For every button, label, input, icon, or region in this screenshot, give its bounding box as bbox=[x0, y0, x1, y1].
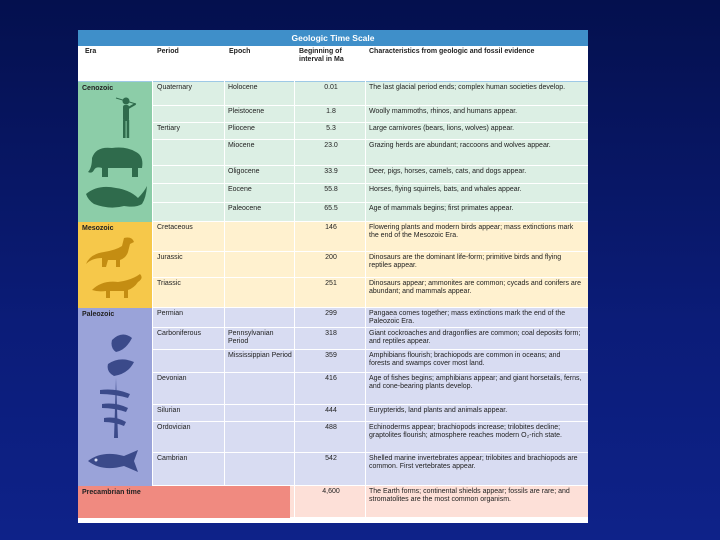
header-beginning: Beginning of interval in Ma bbox=[299, 48, 344, 64]
characteristics-cell: Woolly mammoths, rhinos, and humans appear. bbox=[369, 108, 518, 115]
beginning-ma-cell: 65.5 bbox=[324, 205, 338, 212]
mammoth-silhouette-icon bbox=[86, 144, 148, 178]
beginning-ma-cell: 444 bbox=[325, 407, 337, 414]
row-divider bbox=[290, 517, 588, 518]
row-divider bbox=[152, 349, 588, 350]
row-divider bbox=[152, 485, 588, 486]
row-divider bbox=[152, 105, 588, 106]
header-era: Era bbox=[85, 48, 97, 55]
column-divider bbox=[152, 46, 153, 486]
whale-silhouette-icon bbox=[84, 178, 148, 214]
beginning-ma-cell: 299 bbox=[325, 310, 337, 317]
period-cell: Permian bbox=[157, 310, 184, 317]
characteristics-cell: Age of fishes begins; amphibians appear; and giant horsetails, ferns, and cone-bearing plants develop. bbox=[369, 375, 582, 391]
characteristics-cell: Dinosaurs are the dominant life-form; primitive birds and flying reptiles appear. bbox=[369, 254, 562, 270]
characteristics-cell: Horses, flying squirrels, bats, and whales appear. bbox=[369, 186, 522, 193]
row-divider bbox=[152, 421, 588, 422]
beginning-ma-cell: 251 bbox=[325, 280, 337, 287]
row-divider bbox=[152, 404, 588, 405]
column-divider bbox=[365, 46, 366, 518]
beginning-ma-cell: 33.9 bbox=[324, 168, 338, 175]
header-epoch: Epoch bbox=[229, 48, 251, 55]
row-divider bbox=[152, 372, 588, 373]
era-label-mesozoic: Mesozoic bbox=[82, 225, 114, 232]
reptile-silhouette-icon bbox=[88, 270, 146, 300]
period-cell: Devonian bbox=[157, 375, 187, 382]
period-cell: Cretaceous bbox=[157, 224, 193, 231]
epoch-cell: Oligocene bbox=[228, 168, 260, 175]
row-divider bbox=[152, 221, 588, 222]
epoch-cell: Miocene bbox=[228, 142, 255, 149]
characteristics-cell: Eurypterids, land plants and animals appear. bbox=[369, 407, 508, 414]
row-divider bbox=[152, 183, 588, 184]
characteristics-cell: Shelled marine invertebrates appear; trilobites and brachiopods are common. First vertebrates appear. bbox=[369, 455, 578, 471]
period-cell: Tertiary bbox=[157, 125, 180, 132]
time-scale-table bbox=[78, 30, 588, 523]
characteristics-cell: Echinoderms appear; brachiopods increase; trilobites decline; graptolites flourish; atmosphere reaches modern O₂-rich state. bbox=[369, 424, 562, 440]
row-divider bbox=[152, 122, 588, 123]
row-divider bbox=[152, 277, 588, 278]
dinosaur-silhouette-icon bbox=[84, 234, 146, 268]
column-divider bbox=[294, 46, 295, 518]
period-cell: Cambrian bbox=[157, 455, 188, 462]
era-precambrian bbox=[78, 486, 290, 518]
epoch-cell: Pliocene bbox=[228, 125, 255, 132]
header-characteristics: Characteristics from geologic and fossil evidence bbox=[369, 48, 535, 55]
period-cell: Jurassic bbox=[157, 254, 183, 261]
period-cell: Triassic bbox=[157, 280, 181, 287]
beginning-ma-cell: 55.8 bbox=[324, 186, 338, 193]
period-cell: Quaternary bbox=[157, 84, 193, 91]
epoch-cell: Mississippian Period bbox=[228, 352, 292, 359]
fish-silhouette-icon bbox=[84, 448, 148, 474]
row-divider bbox=[152, 139, 588, 140]
beginning-ma-cell: 542 bbox=[325, 455, 337, 462]
characteristics-cell: Deer, pigs, horses, camels, cats, and dogs appear. bbox=[369, 168, 527, 175]
beginning-ma-cell: 1.8 bbox=[326, 108, 336, 115]
characteristics-cell: Amphibians flourish; brachiopods are common in oceans; and forests and swamps cover most land. bbox=[369, 352, 561, 368]
characteristics-cell: The Earth forms; continental shields appear; fossils are rare; and stromatolites are the most common organism. bbox=[369, 488, 570, 504]
characteristics-cell: Pangaea comes together; mass extinctions mark the end of the Paleozoic Era. bbox=[369, 310, 566, 326]
header-period: Period bbox=[157, 48, 179, 55]
human-silhouette-icon bbox=[114, 96, 138, 142]
header-row bbox=[78, 46, 588, 82]
beginning-ma-cell: 4,600 bbox=[322, 488, 340, 495]
header-divider bbox=[78, 81, 588, 82]
row-divider bbox=[152, 202, 588, 203]
beginning-ma-cell: 0.01 bbox=[324, 84, 338, 91]
fossil-plant-icon bbox=[92, 330, 140, 440]
characteristics-cell: Giant cockroaches and dragonflies are common; coal deposits form; and reptiles appear. bbox=[369, 330, 581, 346]
beginning-ma-cell: 146 bbox=[325, 224, 337, 231]
characteristics-cell: The last glacial period ends; complex human societies develop. bbox=[369, 84, 566, 91]
beginning-ma-cell: 488 bbox=[325, 424, 337, 431]
epoch-cell: Eocene bbox=[228, 186, 252, 193]
epoch-cell: Pleistocene bbox=[228, 108, 265, 115]
era-label-cenozoic: Cenozoic bbox=[82, 85, 114, 92]
beginning-ma-cell: 200 bbox=[325, 254, 337, 261]
period-cell: Ordovician bbox=[157, 424, 191, 431]
beginning-ma-cell: 5.3 bbox=[326, 125, 336, 132]
beginning-ma-cell: 359 bbox=[325, 352, 337, 359]
beginning-ma-cell: 23.0 bbox=[324, 142, 338, 149]
row-divider bbox=[152, 251, 588, 252]
period-cell: Silurian bbox=[157, 407, 181, 414]
row-divider bbox=[152, 327, 588, 328]
characteristics-cell: Age of mammals begins; first primates appear. bbox=[369, 205, 514, 212]
table-title: Geologic Time Scale bbox=[78, 30, 588, 46]
row-divider bbox=[152, 165, 588, 166]
row-divider bbox=[152, 307, 588, 308]
characteristics-cell: Grazing herds are abundant; raccoons and wolves appear. bbox=[369, 142, 551, 149]
beginning-ma-cell: 416 bbox=[325, 375, 337, 382]
column-divider bbox=[224, 46, 225, 486]
beginning-ma-cell: 318 bbox=[325, 330, 337, 337]
era-label-precambrian: Precambrian time bbox=[82, 489, 141, 496]
characteristics-cell: Dinosaurs appear; ammonites are common; cycads and conifers are abundant; and mammals appear. bbox=[369, 280, 582, 296]
characteristics-cell: Flowering plants and modern birds appear; mass extinctions mark the end of the Mesozoic Era. bbox=[369, 224, 574, 240]
epoch-cell: Pennsylvanian Period bbox=[228, 330, 274, 346]
era-label-paleozoic: Paleozoic bbox=[82, 311, 115, 318]
characteristics-cell: Large carnivores (bears, lions, wolves) appear. bbox=[369, 125, 515, 132]
epoch-cell: Holocene bbox=[228, 84, 258, 91]
period-cell: Carboniferous bbox=[157, 330, 201, 337]
epoch-cell: Paleocene bbox=[228, 205, 262, 212]
row-divider bbox=[152, 452, 588, 453]
